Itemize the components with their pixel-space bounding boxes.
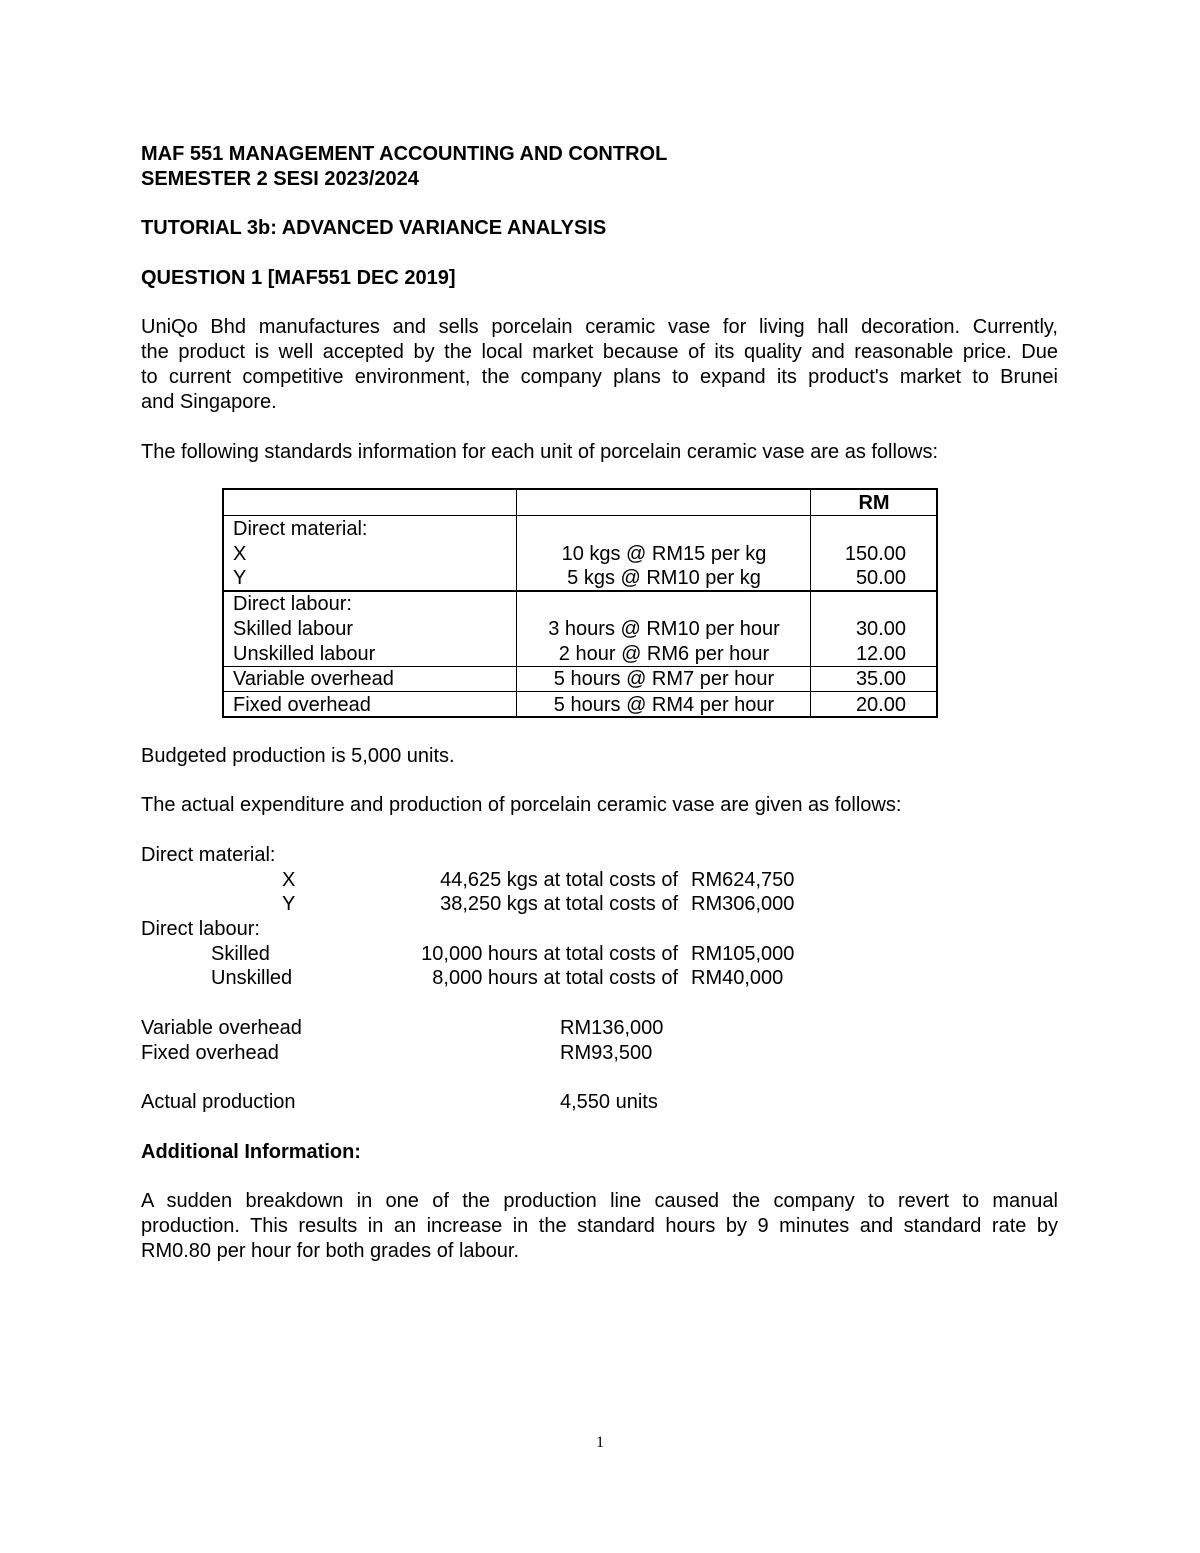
table-cell-item: Y [233,567,247,589]
table-column-divider [516,490,517,716]
actual-item: Y [282,893,296,915]
additional-paragraph [141,1189,1058,1264]
actual-item: Unskilled [211,967,293,989]
additional-line: production. This results in an increase in the standard hours by 9 minutes and standard rate by [141,1215,1058,1237]
standards-intro: The following standards information for each unit of porcelain ceramic vase are as follows: [141,441,939,463]
actual-qty: 10,000 hours at total costs of [421,943,678,965]
actual-cost: RM40,000 [691,967,784,989]
budget-line: Budgeted production is 5,000 units. [141,745,455,767]
actual-cost: RM306,000 [691,893,795,915]
actual-production-value: 4,550 units [560,1091,658,1113]
actual-production-label: Actual production [141,1091,296,1113]
table-cell-amount: 30.00 [855,618,906,640]
actual-qty: 44,625 kgs at total costs of [440,869,678,891]
additional-heading: Additional Information: [141,1141,361,1163]
course-title: MAF 551 MANAGEMENT ACCOUNTING AND CONTROL [141,143,668,165]
additional-line: RM0.80 per hour for both grades of labour. [141,1240,520,1262]
table-cell-amount: 150.00 [844,543,906,565]
intro-line: UniQo Bhd manufactures and sells porcelain ceramic vase for living hall decoration. Currently, [141,316,1058,338]
semester-line: SEMESTER 2 SESI 2023/2024 [141,168,419,190]
intro-paragraph [141,315,1058,415]
intro-line: to current competitive environment, the company plans to expand its product's market to Brunei [141,366,1058,388]
table-cell-amount: 20.00 [855,694,906,716]
table-column-divider [810,490,811,716]
table-cell-item: Skilled labour [233,618,354,640]
actual-item: X [282,869,296,891]
actual-dm-label: Direct material: [141,844,276,866]
table-cell-item: Unskilled labour [233,643,376,665]
actual-voh-value: RM136,000 [560,1017,664,1039]
page-number: 1 [596,1434,604,1451]
intro-line: and Singapore. [141,391,277,413]
standards-table [222,488,938,718]
table-cell-item: Fixed overhead [233,694,371,716]
table-cell-amount: 12.00 [855,643,906,665]
tutorial-title: TUTORIAL 3b: ADVANCED VARIANCE ANALYSIS [141,217,607,239]
actual-cost: RM624,750 [691,869,795,891]
table-cell-basis: 3 hours @ RM10 per hour [548,618,780,640]
table-cell-basis: 10 kgs @ RM15 per kg [561,543,767,565]
actual-item: Skilled [211,943,270,965]
question-heading: QUESTION 1 [MAF551 DEC 2019] [141,267,456,289]
table-cell-basis: 5 kgs @ RM10 per kg [567,567,761,589]
table-cell-basis: 2 hour @ RM6 per hour [558,643,770,665]
actual-foh-label: Fixed overhead [141,1042,279,1064]
actual-cost: RM105,000 [691,943,795,965]
table-cell-amount: 50.00 [855,567,906,589]
column-header-rm: RM [858,492,890,514]
additional-line: A sudden breakdown in one of the production line caused the company to revert to manual [141,1190,1058,1212]
actual-qty: 8,000 hours at total costs of [432,967,678,989]
table-cell-item: Variable overhead [233,668,394,690]
table-cell-basis: 5 hours @ RM4 per hour [553,694,775,716]
actual-dl-label: Direct labour: [141,918,260,940]
table-cell-basis: 5 hours @ RM7 per hour [553,668,775,690]
dl-label: Direct labour: [233,593,352,615]
actual-voh-label: Variable overhead [141,1017,302,1039]
actual-qty: 38,250 kgs at total costs of [440,893,678,915]
table-cell-item: X [233,543,247,565]
table-cell-amount: 35.00 [855,668,906,690]
actual-intro: The actual expenditure and production of porcelain ceramic vase are given as follows: [141,794,902,816]
actual-foh-value: RM93,500 [560,1042,653,1064]
intro-line: the product is well accepted by the local market because of its quality and reasonable price. Due [141,341,1058,363]
dm-label: Direct material: [233,518,368,540]
